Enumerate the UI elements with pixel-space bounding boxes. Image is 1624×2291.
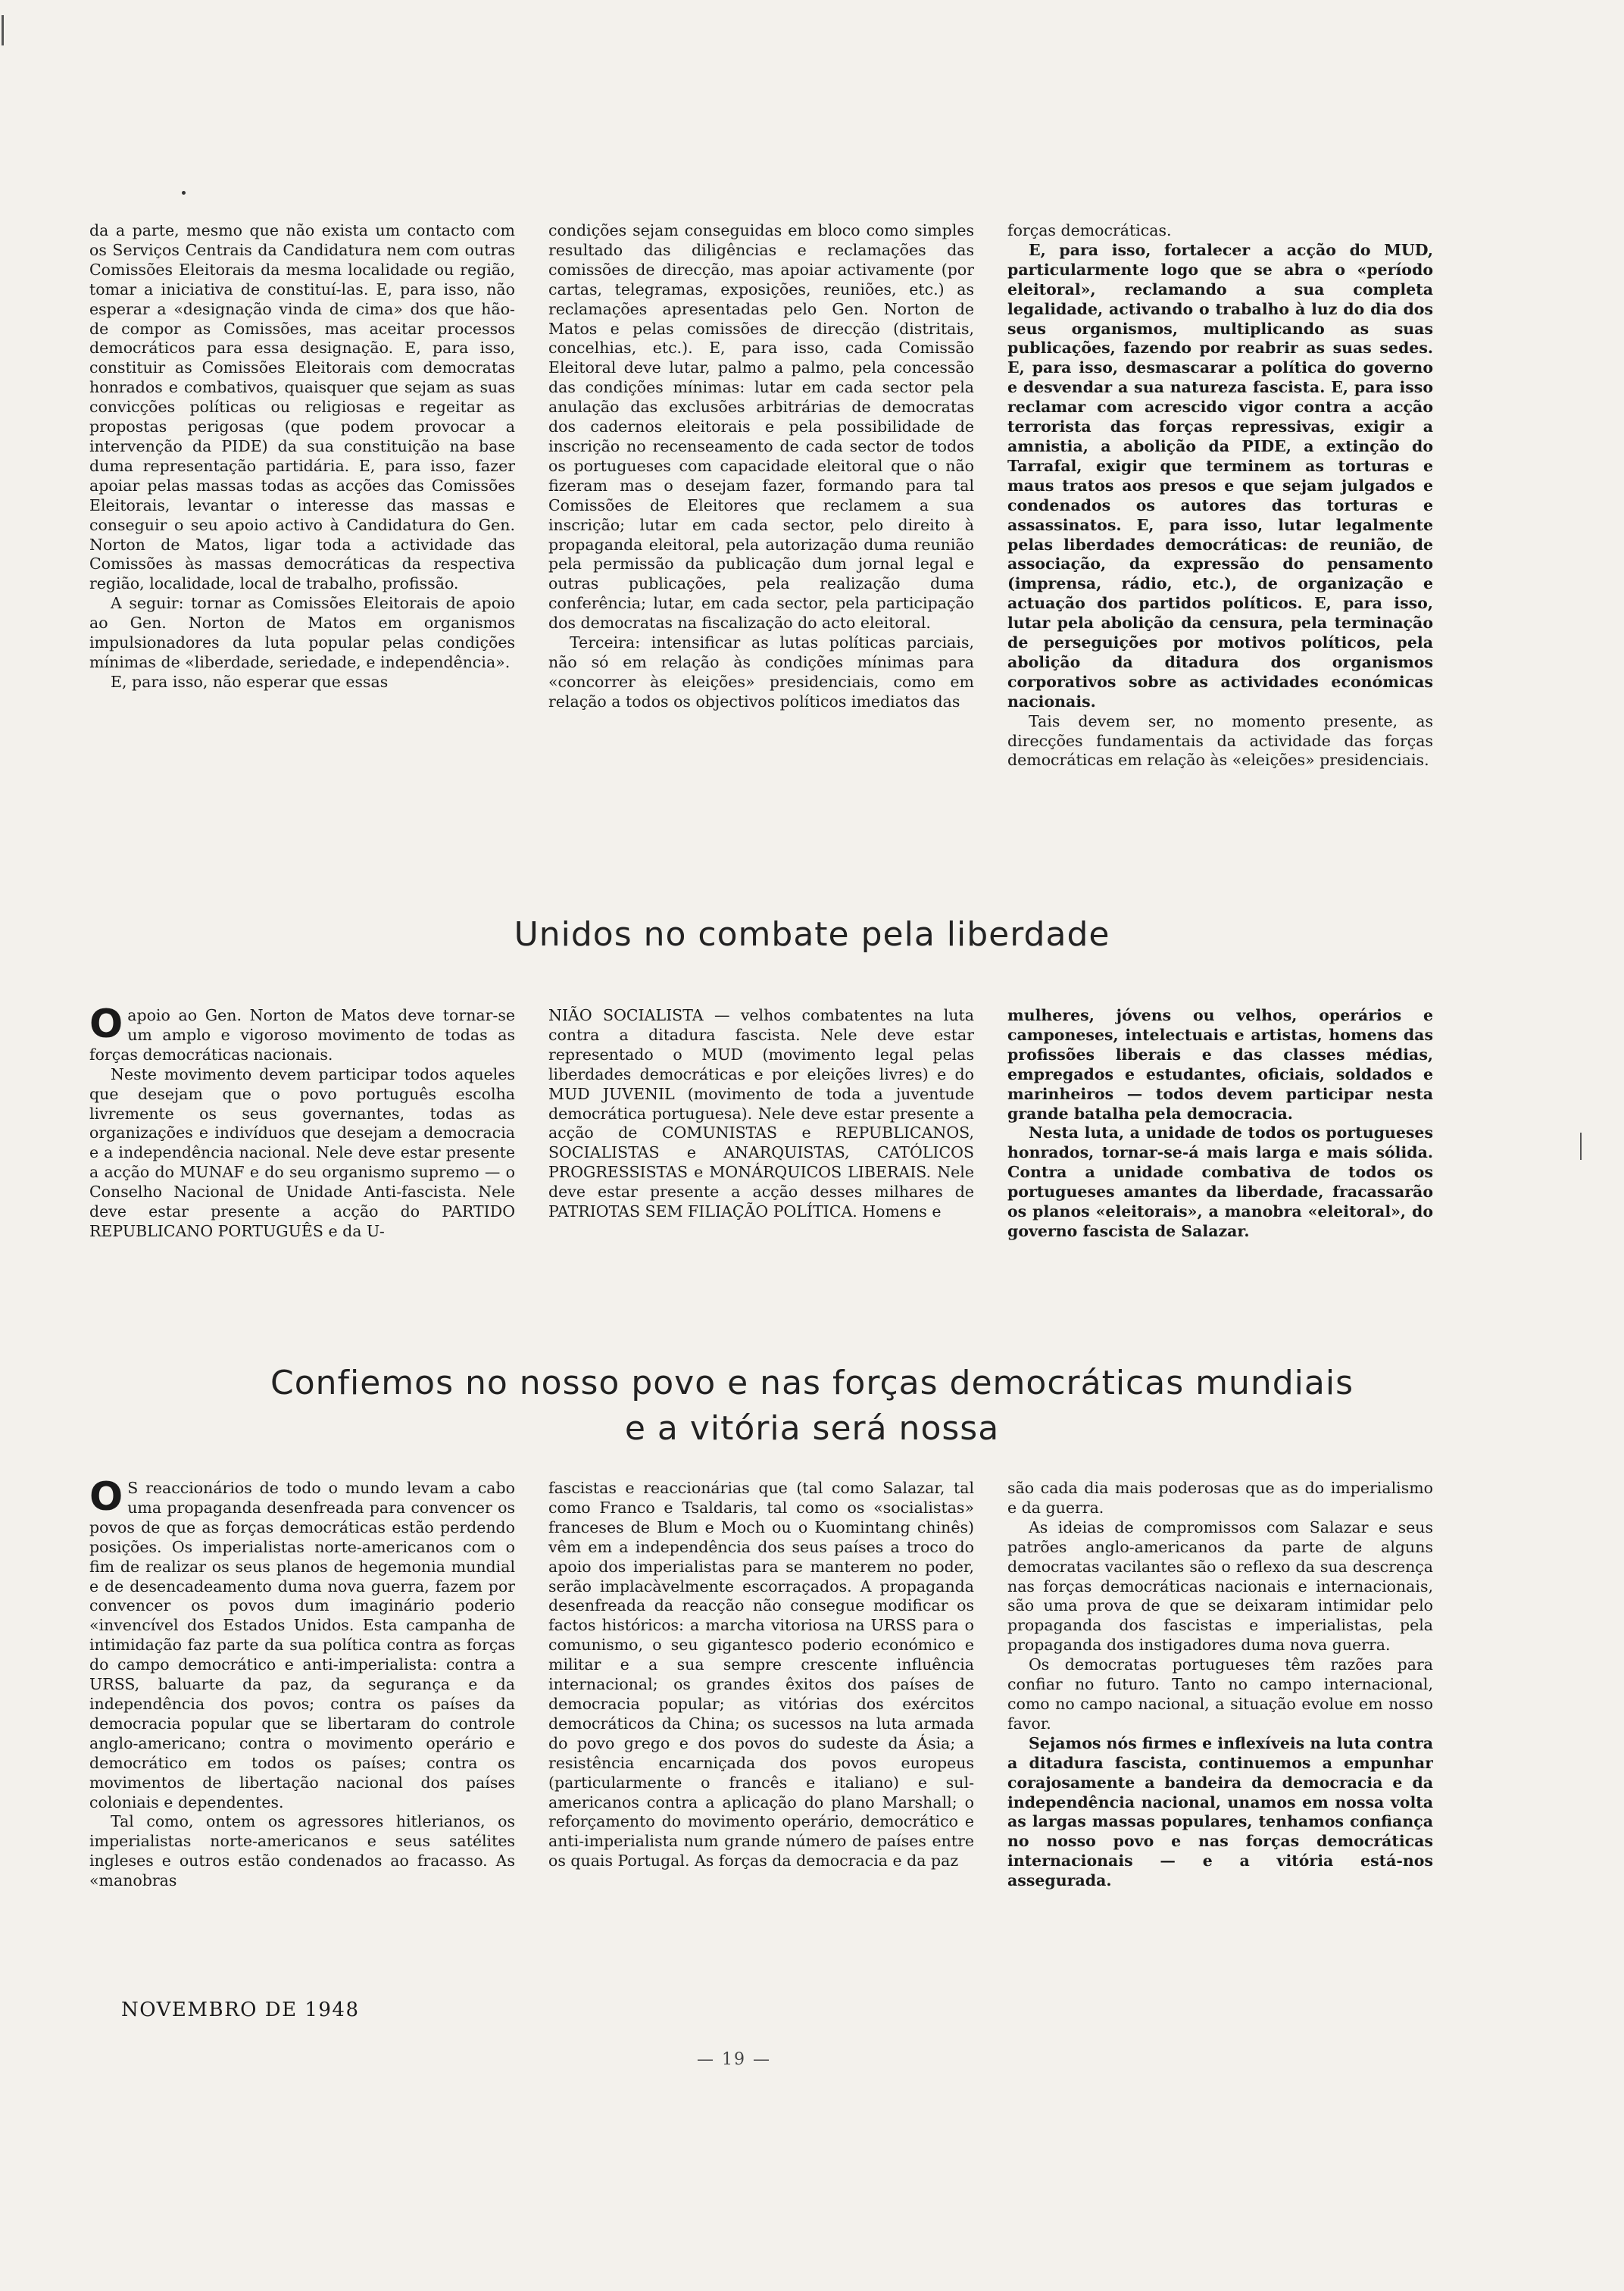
section-2-column-2 <box>548 1006 974 1324</box>
ink-dot <box>182 191 186 195</box>
issue-date: NOVEMBRO DE 1948 <box>121 1999 360 2021</box>
section-2-column-1 <box>89 1006 515 1324</box>
section-1-column-3 <box>1007 221 1433 850</box>
paragraph: Tais devem ser, no momento presente, as direcções fundamentais da actividade das forças democráticas em relação às «eleições» presidenciais. <box>1007 711 1433 770</box>
paragraph: A seguir: tornar as Comissões Eleitorais de apoio ao Gen. Norton de Matos em organismos impulsionadores da luta popular pelas condições mínimas de «liberdade, seriedade, e independência». <box>89 594 515 671</box>
paragraph: mulheres, jóvens ou velhos, operários e camponeses, intelectuais e artistas, homens das profissões liberais e das classes médias, empregados e estudantes, oficiais, soldados e marinheiros — todos devem participar nesta grande batalha pela democracia. <box>1007 1006 1433 1123</box>
paragraph: E, para isso, fortalecer a acção do MUD, particularmente logo que se abra o «período eleitoral», reclamando a sua completa legalidade, activando o trabalho à luz do dia dos seus organismos, multiplicando as suas publicações, fazendo por reabrir as suas sedes. E, para isso, desmascarar a política do governo e desvendar a sua natureza fascista. E, para isso reclamar com acrescido vigor contra a acção terrorista das forças repressivas, exigir a amnistia, a abolição da PIDE, a extinção do Tarrafal, exigir que terminem as torturas e maus tratos aos presos e que sejam julgados e condenados os autores das torturas e assassinatos. E, para isso, lutar legalmente pelas liberdades democráticas: de reunião, de associação, da expressão do pensamento (imprensa, rádio, etc.), de organização e actuação dos partidos políticos. E, para isso, lutar pela abolição da censura, pela terminação de perseguições por motivos políticos, pela abolição da ditadura dos organismos corporativos sobre as actividades económicas nacionais. <box>1007 240 1433 711</box>
paragraph: E, para isso, não esperar que essas <box>111 672 389 691</box>
drop-cap: O <box>89 1479 123 1520</box>
edge-mark <box>2 15 4 45</box>
paragraph: apoio ao Gen. Norton de Matos deve tornar-se um amplo e vigoroso movimento de todas as forças democráticas nacionais. <box>89 1006 515 1064</box>
paragraph: Tal como, ontem os agressores hitlerianos, os imperialistas norte-americanos e seus satélites ingleses e outros estão condenados ao fracasso. As «manobras <box>89 1812 515 1890</box>
section-heading: Unidos no combate pela liberdade <box>514 915 1110 954</box>
paragraph: Terceira: intensificar as lutas políticas parciais, não só em relação às condições mínimas para «concorrer às eleições» presidenciais, como em relação a todos os objectivos políticos imediatos das <box>548 633 974 711</box>
drop-cap: O <box>89 1006 123 1047</box>
section-3-column-3 <box>1007 1479 1433 1971</box>
paragraph: Neste movimento devem participar todos aqueles que desejam que o povo português escolha livremente os seus governantes, todas as organizações e indivíduos que desejam a democracia e a independência nacional. Nele deve estar presente a acção do MUNAF e do seu organismo supremo — o Conselho Nacional de Unidade Anti-fascista. Nele deve estar presente a acção do PARTIDO REPUBLICANO PORTUGUÊS e da U- <box>89 1064 515 1240</box>
section-heading: Confiemos no nosso povo e nas forças democráticas mundiais <box>270 1364 1354 1402</box>
paragraph: forças democráticas. <box>1007 221 1172 239</box>
paragraph: S reaccionários de todo o mundo levam a cabo uma propaganda desenfreada para convencer os povos de que as forças democráticas estão perdendo posições. Os imperialistas norte-americanos com o fim de realizar os seus planos de hegemonia mundial e de desencadeamento duma nova guerra, fazem por convencer os povos dum imaginário poderio «invencível dos Estados Unidos. Esta campanha de intimidação faz parte da sua política contra as forças do campo democrático e anti-imperialista: contra a URSS, baluarte da paz, da segurança e da independência dos povos; contra os países da democracia popular que se libertaram do controle anglo-americano; contra o movimento operário e democrático em todos os países; contra os movimentos de libertação nacional dos países coloniais e dependentes. <box>89 1479 515 1811</box>
section-heading-line-2: e a vitória será nossa <box>624 1409 1000 1448</box>
paragraph: são cada dia mais poderosas que as do imperialismo e da guerra. <box>1007 1479 1433 1517</box>
paragraph: da a parte, mesmo que não exista um contacto com os Serviços Centrais da Candidatura nem com outras Comissões Eleitorais da mesma localidade ou região, tomar a iniciativa de constituí-las. E, para isso, não esperar a «designação vinda de cima» dos que hão-de compor as Comissões, mas aceitar processos democráticos para essa designação. E, para isso, constituir as Comissões Eleitorais com democratas honrados e combativos, quaisquer que sejam as suas convicções políticas ou religiosas e regeitar as propostas perigosas (que podem provocar a intervenção da PIDE) da sua constituição na base duma representação partidária. E, para isso, fazer apoiar pelas massas todas as acções das Comissões Eleitorais, levantar o interesse das massas e conseguir o seu apoio activo à Candidatura do Gen. Norton de Matos, ligar toda a actividade das Comissões às massas democráticas da respectiva região, localidade, local de trabalho, profissão. <box>89 221 515 593</box>
page-number: — 19 — <box>697 2050 771 2069</box>
section-3-column-1 <box>89 1479 515 1971</box>
paragraph: As ideias de compromissos com Salazar e seus patrões anglo-americanos da parte de alguns democratas vacilantes são o reflexo da sua descrença nas forças democráticas nacionais e internacionais, são uma prova de que se deixaram intimidar pelo propaganda dos fascistas e imperialistas, pela propaganda dos instigadores duma nova guerra. <box>1007 1517 1433 1655</box>
section-3-columns <box>89 1479 1433 1971</box>
paragraph: Nesta luta, a unidade de todos os portugueses honrados, tornar-se-á mais larga e mais sólida. Contra a unidade combativa de todos os portugueses amantes da liberdade, fracassarão os planos «eleitorais», a manobra «eleitoral», do governo fascista de Salazar. <box>1007 1124 1433 1240</box>
paragraph: fascistas e reaccionárias que (tal como Salazar, tal como Franco e Tsaldaris, tal como os «socialistas» franceses de Blum e Moch ou o Kuomintang chinês) vêm em a independência dos seus países a troco do apoio dos imperialistas para se manterem no poder, serão implacàvelmente escorraçados. A propaganda desenfreada da reacção não consegue modificar os factos históricos: a marcha vitoriosa na URSS para o comunismo, o seu gigantesco poderio económico e militar e a sua sempre crescente influência internacional; os grandes êxitos dos países de democracia popular; as vitórias dos exércitos democráticos da China; os sucessos na luta armada do povo grego e dos povos do sudeste da Ásia; a resistência encarniçada dos povos europeus (particularmente o francês e italiano) e sul-americanos contra a aplicação do plano Marshall; o reforçamento do movimento operário, democrático e anti-imperialista num grande número de países entre os quais Portugal. As forças da democracia e da paz <box>548 1479 974 1871</box>
section-1-column-2 <box>548 221 974 850</box>
paragraph: Sejamos nós firmes e inflexíveis na luta contra a ditadura fascista, continuemos a empunhar corajosamente a bandeira da democracia e da independência nacional, unamos em nossa volta as largas massas populares, tenhamos confiança no nosso povo e nas forças democráticas internacionais — e a vitória está-nos assegurada. <box>1007 1733 1433 1890</box>
paragraph: condições sejam conseguidas em bloco como simples resultado das diligências e reclamações das comissões de direcção, mas apoiar activamente (por cartas, telegramas, exposições, reuniões, etc.) as reclamações apresentadas pelo Gen. Norton de Matos e pelas comissões de direcção (distritais, concelhias, etc.). E, para isso, cada Comissão Eleitoral deve lutar, palmo a palmo, pela concessão das condições mínimas: lutar em cada sector pela anulação das exclusões arbitrárias de democratas dos cadernos eleitorais e pela possibilidade de inscrição no recenseamento de cada sector de todos os portugueses com capacidade eleitoral que o não fizeram mas o desejam fazer, formando para tal Comissões de Eleitores que reclamem a sua inscrição; lutar em cada sector, pelo direito à propaganda eleitoral, pela autorização duma reunião pela permissão da publicação dum jornal legal e outras publicações, pela realização duma conferência; lutar, em cada sector, pela participação dos democratas na fiscalização do acto eleitoral. <box>548 221 974 633</box>
paragraph: NIÃO SOCIALISTA — velhos combatentes na luta contra a ditadura fascista. Nele deve estar representado o MUD (movimento legal pelas liberdades democráticas e por eleições livres) e do MUD JUVENIL (movimento de toda a juventude democrática portuguesa). Nele deve estar presente a acção de COMUNISTAS e REPUBLICANOS, SOCIALISTAS e ANARQUISTAS, CATÓLICOS PROGRESSISTAS e MONÁRQUICOS LIBERAIS. Nele deve estar presente a acção desses milhares de PATRIOTAS SEM FILIAÇÃO POLÍTICA. Homens e <box>548 1006 974 1221</box>
section-1-column-1 <box>89 221 515 850</box>
section-1-columns <box>89 221 1433 850</box>
section-3-column-2 <box>548 1479 974 1971</box>
paragraph: Os democratas portugueses têm razões para confiar no futuro. Tanto no campo internacional, como no campo nacional, a situação evolue em nosso favor. <box>1007 1655 1433 1733</box>
section-2-column-3 <box>1007 1006 1433 1324</box>
section-2-columns <box>89 1006 1433 1324</box>
edge-mark <box>1580 1133 1582 1160</box>
